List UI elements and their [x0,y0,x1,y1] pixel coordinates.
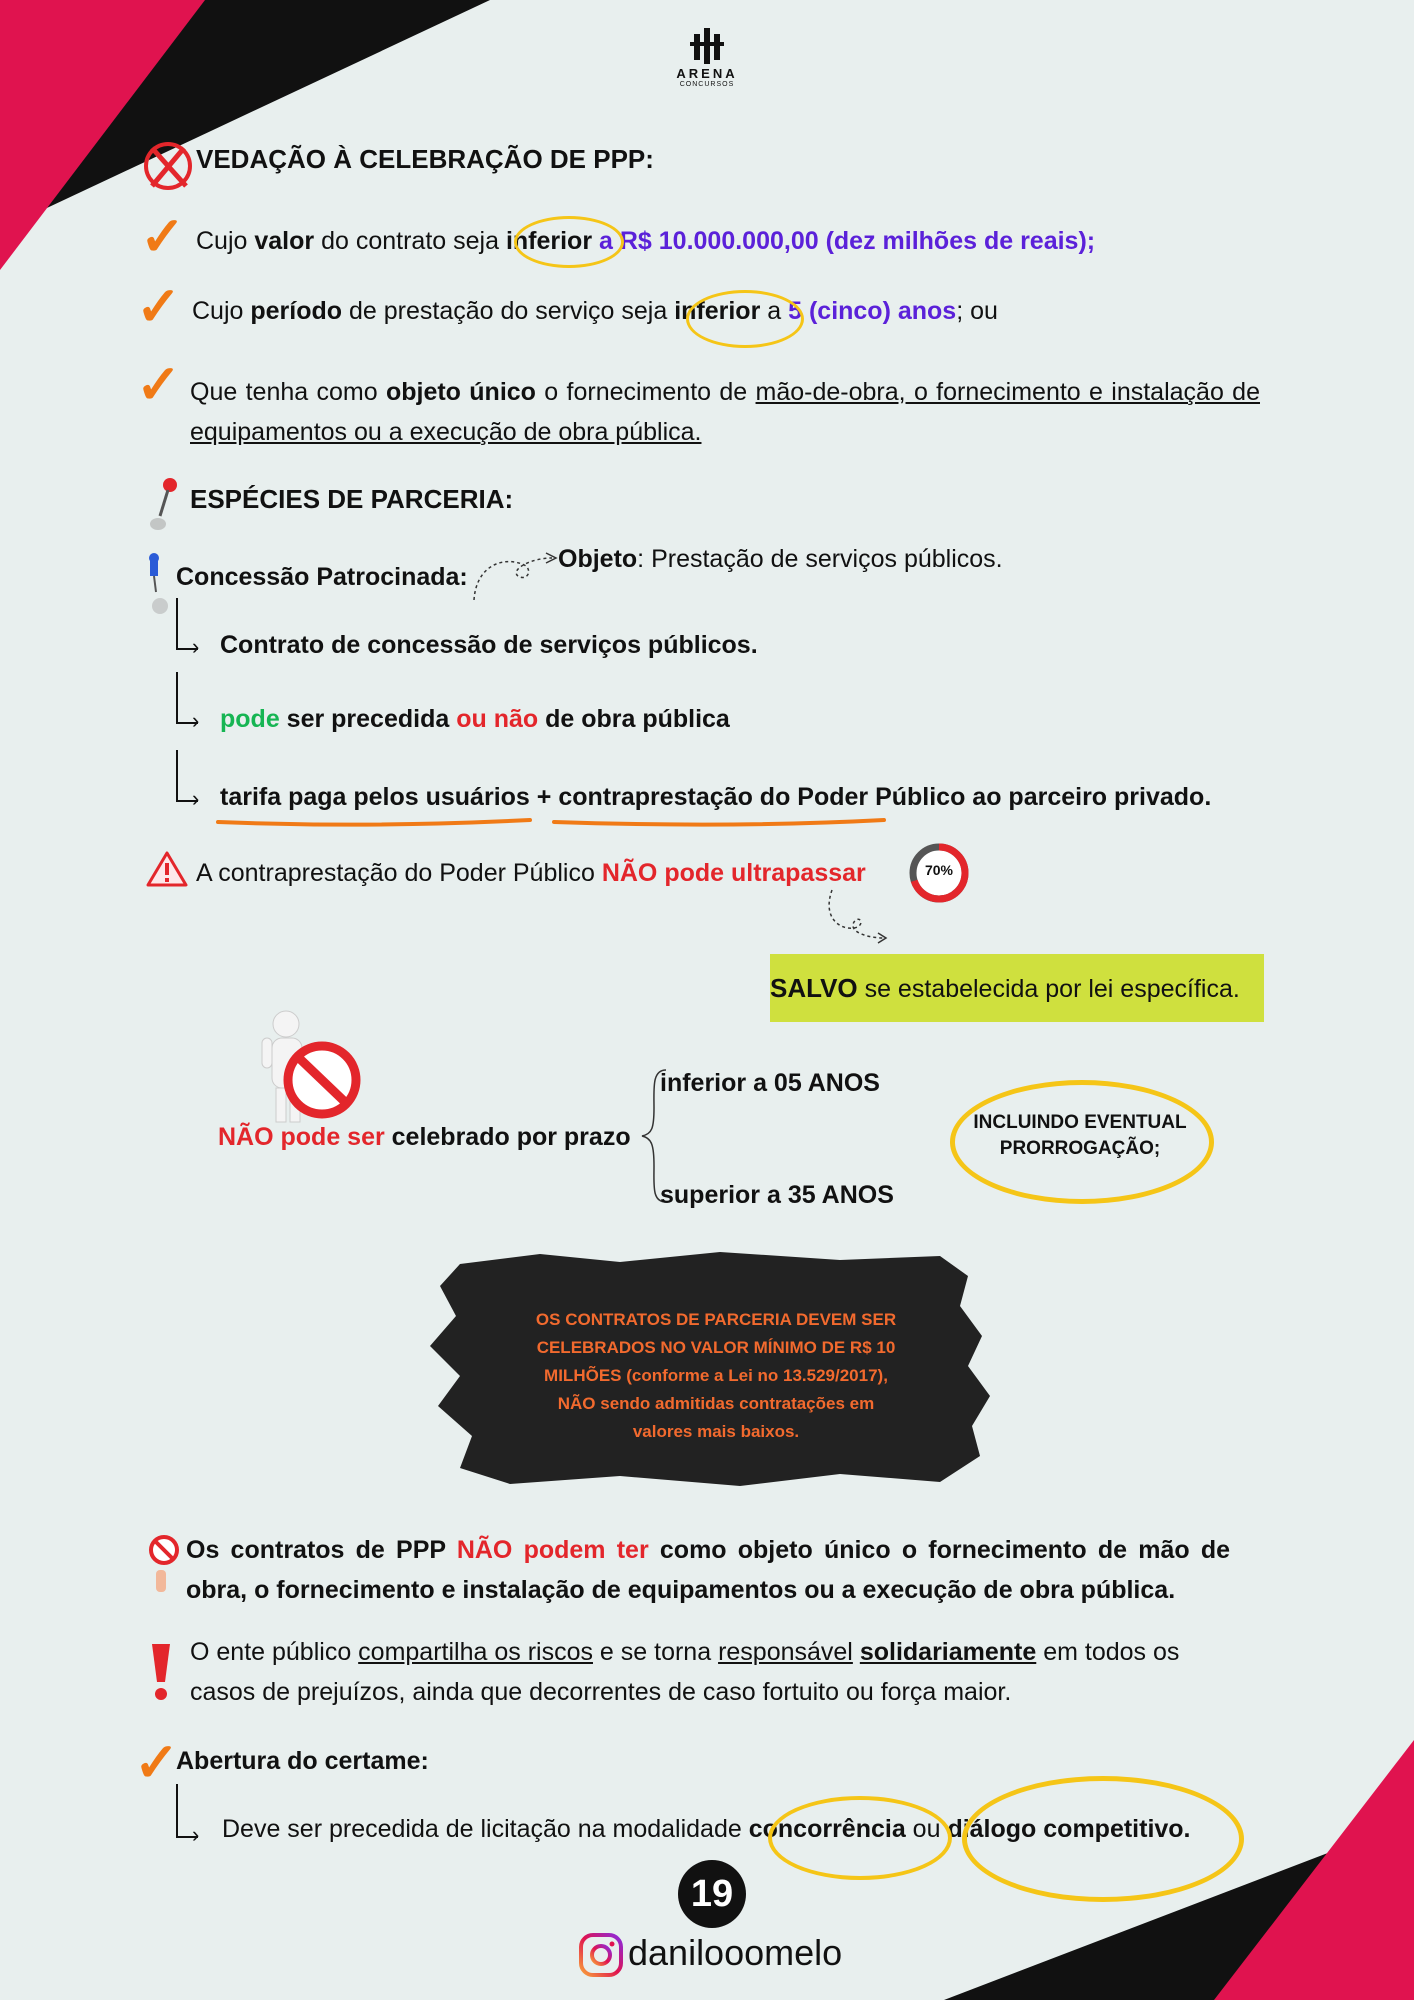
curved-arrow [820,888,890,954]
stop-person-icon [252,1008,364,1128]
page-number: 19 [678,1860,746,1928]
especies-line-tarifa: tarifa paga pelos usuários + contraprestação do Poder Público ao parceiro privado. [220,783,1212,811]
arrow-head: › [192,708,200,733]
curved-arrow [470,548,560,602]
prazo-superior: superior a 35 ANOS [660,1181,894,1209]
instagram-handle[interactable]: danilooomelo [628,1932,843,1973]
instagram-icon[interactable] [578,1932,624,1978]
no-sign-hand-icon [146,1532,186,1598]
arena-logo [660,28,754,88]
pushpin-red-icon [148,476,182,534]
check-icon: ✓ [134,1733,180,1793]
vedacao-item-objeto: Que tenha como objeto único o fornecimento de mão-de-obra, o fornecimento e instalação de equipamentos ou a execução de obra pública. [190,378,1260,446]
especies-line-contrato: Contrato de concessão de serviços públicos. [220,631,758,659]
vedacao-title: VEDAÇÃO À CELEBRAÇÃO DE PPP: [196,144,654,174]
highlight-circle [686,290,804,348]
arrow-head: › [192,634,200,659]
objeto-line: Objeto: Prestação de serviços públicos. [558,545,1003,573]
check-icon: ✓ [136,277,182,337]
pushpin-blue-icon [142,552,172,618]
percent-gauge-label: 70% [924,862,954,878]
vedacao-item-periodo: Cujo período de prestação do serviço seja inferior a 5 (cinco) anos; ou [192,297,998,325]
especies-line-precedida: pode ser precedida ou não de obra pública [220,705,730,733]
incluindo-text: INCLUINDO EVENTUAL PRORROGAÇÃO; [973,1112,1187,1159]
prohibited-icon [140,138,196,194]
logo-title: ARENA [676,66,738,81]
check-icon: ✓ [136,355,182,415]
arena-logo-icon [690,28,724,64]
box-text: OS CONTRATOS DE PARCERIA DEVEM SER CELEBRADOS NO VALOR MÍNIMO DE R$ 10 MILHÕES (conforme a Lei no 13.529/2017), NÃO sendo admitidas contratações em valores mais baixos. [535,1310,897,1441]
vedacao-item-valor: Cujo valor do contrato seja inferior a R$ 10.000.000,00 (dez milhões de reais); [196,227,1096,255]
check-icon: ✓ [140,207,186,267]
especies-title: ESPÉCIES DE PARCERIA: [190,484,514,514]
abertura-line: Deve ser precedida de licitação na modalidade concorrência ou diálogo competitivo. [222,1815,1191,1843]
percent-gauge [906,840,972,906]
warning-icon [146,850,188,888]
arrow-head: › [192,786,200,811]
logo-subtitle: CONCURSOS [679,81,735,88]
salvo-box: SALVO se estabelecida por lei específica. [770,954,1264,1022]
exclamation-icon [146,1640,176,1702]
prazo-label: NÃO pode ser celebrado por prazo [218,1123,631,1151]
orange-underline [214,812,894,832]
concessao-patrocinada-label: Concessão Patrocinada: [176,563,468,591]
prazo-inferior: inferior a 05 ANOS [660,1069,880,1097]
arrow-head: › [192,1822,200,1847]
riscos-text: O ente público compartilha os riscos e se torna responsável solidariamente em todos os casos de prejuízos, ainda que decorrentes de caso fortuito ou força maior. [190,1638,1180,1706]
highlight-circle [962,1776,1244,1902]
highlight-circle [768,1796,952,1880]
highlight-circle [514,216,624,268]
abertura-title: Abertura do certame: [176,1747,429,1775]
contraprestacao-line: A contraprestação do Poder Público NÃO pode ultrapassar [196,859,866,887]
ppp-objeto-text: Os contratos de PPP NÃO podem ter como objeto único o fornecimento de mão de obra, o fornecimento e instalação de equipamentos ou a execução de obra pública. [186,1536,1230,1604]
